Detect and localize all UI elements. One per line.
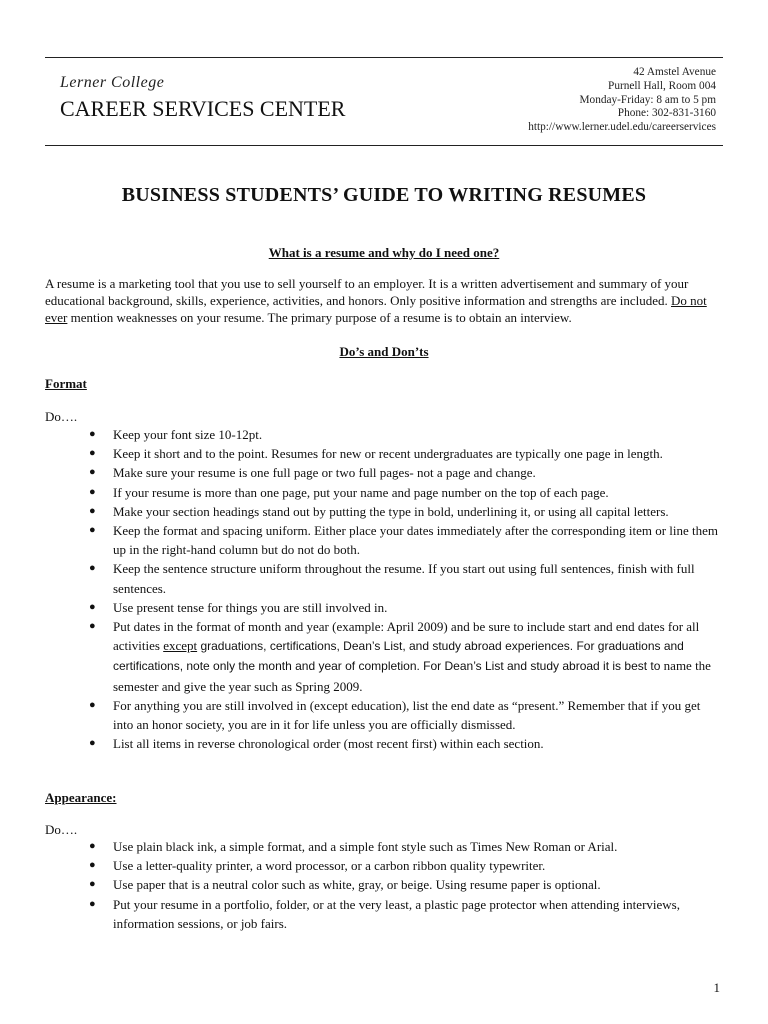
appearance-do-label: Do….: [45, 822, 78, 837]
list-item: ● For anything you are still involved in (except education), list the end date as “present.” Remember that if you get into an honor society, you are in it for life unless you are officially dismissed.: [89, 697, 701, 733]
office-hours: Monday-Friday: 8 am to 5 pm: [579, 93, 716, 106]
appearance-list: [89, 837, 719, 933]
format-heading: Format: [45, 376, 87, 391]
list-item: ● Keep it short and to the point. Resumes for new or recent undergraduates are typically one page in length.: [89, 446, 663, 462]
college-name: Lerner College: [60, 74, 165, 91]
contact-address-block: [528, 66, 716, 135]
intro-heading: What is a resume and why do I need one?: [268, 245, 500, 260]
list-item: ● List all items in reverse chronological order (most recent first) within each section.: [89, 736, 544, 752]
address-line: Purnell Hall, Room 004: [608, 79, 716, 92]
list-item: ● Use plain black ink, a simple format, and a simple font style such as Times New Roman or Arial.: [89, 839, 618, 854]
dos-donts-heading: Do’s and Don’ts: [339, 344, 429, 359]
intro-paragraph: [45, 275, 725, 327]
phone-number: Phone: 302-831-3160: [617, 107, 716, 120]
list-item: ● If your resume is more than one page, put your name and page number on the top of each page.: [89, 484, 609, 500]
list-item: ● Use paper that is a neutral color such as white, gray, or beige. Using resume paper is optional.: [89, 877, 601, 893]
list-item: ● Put your resume in a portfolio, folder, or at the very least, a plastic page protector when attending interviews, information sessions, or job fairs.: [89, 896, 680, 931]
document-title: BUSINESS STUDENTS’ GUIDE TO WRITING RESUMES: [121, 184, 647, 206]
list-item: ● Use a letter-quality printer, a word processor, or a carbon ribbon quality typewriter.: [89, 858, 546, 874]
career-center-name: CAREER SERVICES CENTER: [60, 96, 346, 121]
list-item: ● Use present tense for things you are still involved in.: [89, 599, 388, 615]
list-item: ● Keep the format and spacing uniform. Either place your dates immediately after the corresponding item or line them up in the right-hand column but do not do both.: [89, 523, 719, 558]
website-url: http://www.lerner.udel.edu/careerservices: [528, 121, 716, 134]
intro-text: A resume is a marketing tool that you use to sell yourself to an employer. It is a written advertisement and summary of your educational background, skills, experience, activities, and honors. Only positive information and strengths are included.: [45, 276, 689, 309]
intro-emphasis: Do not ever: [45, 293, 707, 326]
header-bottom-rule: [45, 145, 723, 146]
appearance-heading: Appearance:: [45, 790, 117, 805]
header-top-rule: [45, 57, 723, 58]
list-item: ● Make your section headings stand out by putting the type in bold, underlining it, or using all capital letters.: [89, 503, 669, 519]
address-line: 42 Amstel Avenue: [633, 66, 716, 78]
intro-text: mention weaknesses on your resume. The primary purpose of a resume is to obtain an interview.: [67, 310, 572, 326]
list-item: ● Keep the sentence structure uniform throughout the resume. If you start out using full sentences, finish with full sentences.: [89, 561, 695, 596]
format-list: [89, 425, 719, 753]
format-do-label: Do….: [45, 409, 78, 424]
page-number: 1: [713, 980, 720, 995]
list-item: ● Make sure your resume is one full page or two full pages- not a page and change.: [89, 465, 536, 481]
list-item: ● Put dates in the format of month and year (example: April 2009) and be sure to include start and end dates for all activities except graduations, certifications, Dean’s List, and study abroad experiences. For graduations and certifications, note only the month and year of completion. For Dean’s List and study abroad it is best to name the semester and give the year such as Spring 2009.: [89, 619, 711, 694]
list-item: ● Keep your font size 10-12pt.: [89, 427, 263, 442]
